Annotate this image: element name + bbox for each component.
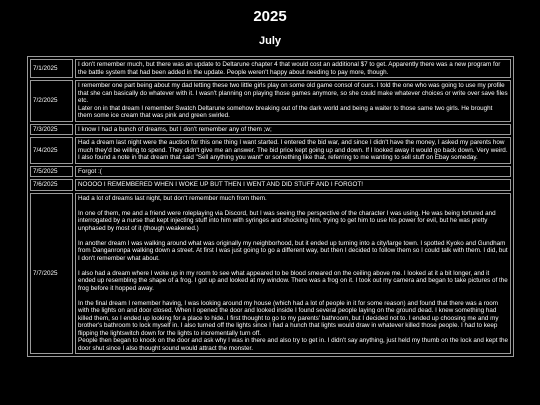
- journal-row: [30, 137, 511, 164]
- entry-date: 7/7/2025: [30, 193, 73, 355]
- entry-paragraph: In one of them, me and a friend were roleplaying via Discord, but I was seeing the perspective of the character I was using. He was being tortured and interrogated by a nurse that kept injecting stuff into him with syringes and shocking him, trying to get him to use his power for evil, but he was pretty unphased by most of it (though weakened.): [78, 209, 496, 232]
- entry-paragraph: NOOOO I REMEMBERED WHEN I WOKE UP BUT THEN I WENT AND DID STUFF AND I FORGOT!: [78, 181, 364, 188]
- entry-text: [75, 124, 511, 136]
- entry-date: 7/6/2025: [30, 179, 73, 191]
- journal-row: [30, 193, 511, 355]
- entry-paragraph: Had a dream last night were the auction for this one thing I want started. I entered the bid war, and since I didn't have the money, I asked my parents how much they'd be willing to spend. They didn't give me an answer. The bid price kept going up and down. If I looked away it would go back down. Very weird. I also found a note in that dream that said "Sell anything you want" or something like that, referring to me wanting to sell stuff on Ebay someday.: [78, 139, 508, 161]
- entry-date: 7/4/2025: [30, 137, 73, 164]
- entry-paragraph: Had a lot of dreams last night, but don't remember much from them.: [78, 194, 267, 202]
- entry-date: 7/5/2025: [30, 166, 73, 178]
- entry-text: [75, 80, 511, 122]
- entry-date: 7/2/2025: [30, 80, 73, 122]
- journal-row: [30, 80, 511, 122]
- page-year-heading: 2025: [253, 8, 287, 25]
- entry-paragraph: I don't remember much, but there was an update to Deltarune chapter 4 that would cost an additional $7 to get. Apparently there was a new program for the battle system that had been added in the update. People weren't happy about needing to pay more, though.: [78, 61, 501, 76]
- entry-paragraph: I know I had a bunch of dreams, but I don't remember any of them ;w;: [78, 125, 272, 133]
- entry-text: [75, 179, 511, 191]
- journal-row: [30, 124, 511, 136]
- journal-row: [30, 59, 511, 78]
- page-month-heading: July: [258, 35, 281, 47]
- journal-body: [30, 59, 511, 354]
- journal-row: [30, 179, 511, 191]
- entry-text: [75, 193, 511, 355]
- entry-date: 7/1/2025: [30, 59, 73, 78]
- journal-row: [30, 166, 511, 178]
- entry-paragraph: I remember one part being about my dad letting these two little girls play on some old game consol of ours. I told the one who was going to use my profile that she can basically do whatever with it. I wasn't planning on playing those games anymore, so she could make whatever choices or write over save files etc. Later on in that dream I remember Swatch Deltarune somehow breaking out of the dark world and being a waiter to those same two girls. He brought them some ice cream that was pink and green swirled.: [78, 82, 508, 119]
- entry-text: [75, 137, 511, 164]
- dream-journal-table: [27, 56, 514, 357]
- entry-paragraph: Forgot :(: [78, 167, 102, 175]
- entry-paragraph: In another dream I was walking around what was originally my neighborhood, but it ended up turning into a city/large town. I spotted Kyoko and Gundham from Danganronpa walking down a street. At first I was just going to go a different way, but then I decided to follow them so I could talk with them. I did, but I don't remember what about.: [78, 239, 508, 262]
- entry-date: 7/3/2025: [30, 124, 73, 136]
- entry-paragraph: I also had a dream where I woke up in my room to see what appeared to be blood smeared on the ceiling above me. I looked at it a bit longer, and it ended up resembling the shape of a frog. I got up and looked at my window. There was a frog on it. I took out my camera and began to take pictures of the frog before it hopped away.: [78, 269, 508, 292]
- entry-paragraph: In the final dream I remember having, I was looking around my house (which had a lot of people in it for some reason) and found that there was a room with the lights on and door closed. When I opened the door and looked inside I found several people laying on the ground dead. I knew something had killed them, so I ended up looking for a place to hide. I first thought to go to my parents' bathroom, but I decided not to. I ended up choosing me and my brother's bathroom to lock myself in. I also turned off the lights since I had a hunch that lights would draw in whatever killed those people. I had to keep flipping the lightswitch down for the lights to incrementally turn off. People then began to knock on the door and ask why I was in there and also try to get in. I didn't say anything, just held my thumb on the lock and kept the door shut since I also thought sound would attract the monster.: [78, 299, 509, 352]
- entry-text: [75, 59, 511, 78]
- entry-text: [75, 166, 511, 178]
